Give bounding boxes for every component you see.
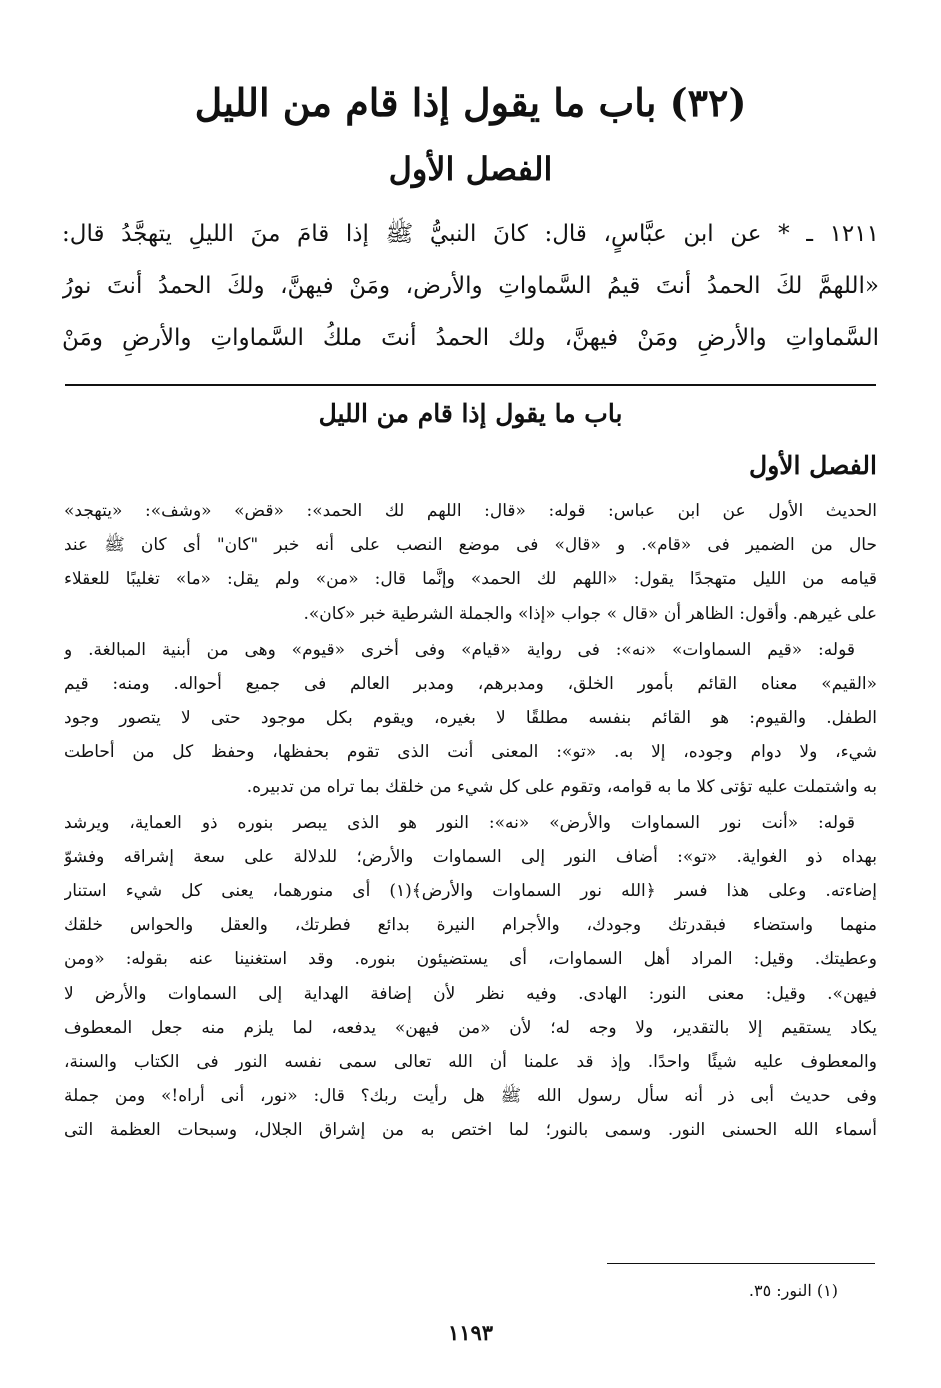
commentary-line: قوله: «قيم السماوات» «نه»: فى رواية «قيام» وفى أخرى «قيوم» وهى من أبنية المبالغة. و	[64, 639, 855, 660]
section-title: الفصل الأول	[388, 150, 553, 188]
commentary-section-title: الفصل الأول	[749, 451, 877, 480]
page-number: ١١٩٣	[447, 1320, 494, 1345]
commentary-paragraph	[64, 494, 877, 631]
footnote: (١) النور: ٣٥.	[748, 1281, 838, 1300]
commentary-line: يكاد يستقيم إلا بالتقدير، ولا وجه له؛ لأن «من فيهن» يدفعه، لما يلزم منه جعل المعطوف	[64, 1017, 877, 1038]
hadith-line: ١٢١١ ـ * عن ابن عبَّاسٍ، قال: كانَ النبيُّ ﷺ إذا قامَ منَ الليلِ يتهجَّدُ قال:	[62, 221, 879, 247]
footnote-divider	[607, 1263, 875, 1264]
commentary-line: «القيم» معناه القائم بأمور الخلق، ومدبرهم، ومدبر العالم فى جميع أحواله. ومنه: قيم	[64, 673, 877, 694]
commentary-line: به واشتملت عليه تؤتى كلا ما به قوامه، وتقوم على كل شيء من خلقك بما تراه من تدبيره.	[246, 776, 877, 797]
chapter-title: (٣٢) باب ما يقول إذا قام من الليل	[194, 80, 747, 125]
commentary-line: والمعطوف عليه شيئًا واحدًا. وإذ قد علمنا أن الله تعالى سمى نفسه النور فى الكتاب والسنة،	[64, 1052, 877, 1072]
commentary-paragraph	[64, 633, 877, 804]
commentary-line: الطفل. والقيوم: هو القائم بنفسه مطلقًا لا بغيره، ويقوم بكل موجود حتى لا يتصور وجود	[64, 708, 877, 729]
commentary-paragraph	[64, 806, 877, 1148]
commentary-line: حال من الضمير فى «قام». و «قال» فى موضع النصب على أنه خبر "كان" أى كان ﷺ عند	[64, 535, 877, 556]
commentary-line: وفى حديث أبى ذر أنه سأل رسول الله ﷺ هل رأيت ربك؟ قال: «نور، أنى أراه!» ومن جملة	[64, 1086, 877, 1107]
commentary-line: أسماء الله الحسنى النور. وسمى بالنور؛ لما اختص به من إشراق الجلال، وسبحات العظمة التى	[64, 1120, 877, 1141]
commentary-line: قوله: «أنت نور السماوات والأرض» «نه»: النور هو الذى يبصر بنوره ذو العماية، ويرشد	[64, 812, 855, 833]
hadith-text	[62, 208, 879, 364]
commentary-line: إضاءته. وعلى هذا فسر ﴿الله نور السماوات والأرض﴾(١) أى منورهما، يعنى كل شيء استنار	[64, 881, 877, 902]
commentary-line: بهداه ذو الغواية. «تو»: أضاف النور إلى السماوات والأرض؛ للدلالة على سعة إشراقه وفشوّ	[64, 846, 877, 867]
section-divider	[65, 384, 876, 386]
commentary-line: على غيرهم. وأقول: الظاهر أن «قال » جواب «إذا» والجملة الشرطية خبر «كان».	[303, 603, 877, 624]
hadith-line: السَّماواتِ والأرضِ ومَنْ فيهنَّ، ولك الحمدُ أنتَ ملكُ السَّماواتِ والأرضِ ومَنْ	[62, 325, 879, 351]
hadith-line: «اللهمَّ لكَ الحمدُ أنتَ قيمُ السَّماواتِ والأرض، ومَنْ فيهنَّ، ولكَ الحمدُ أنتَ نورُ	[62, 273, 879, 299]
commentary-line: قيامه من الليل متهجدًا يقول: «اللهم لك الحمد» وإنَّما قال: «من» ولم يقل: «ما» تغليبًا للعقلاء	[64, 569, 877, 590]
commentary-line: فيهن». وقيل: معنى النور: الهادى. وفيه نظر لأن إضافة الهداية إلى السماوات والأرض لا	[64, 983, 877, 1004]
commentary-line: وعطيتك. وقيل: المراد أهل السماوات، أى يستضيئون بنوره. وقد استغنينا عنه بقوله: «ومن	[64, 949, 877, 970]
commentary-chapter-title: باب ما يقول إذا قام من الليل	[318, 399, 623, 428]
commentary-line: شيء، ولا دوام وجوده، إلا به. «تو»: المعنى أنت الذى تقوم بحفظها، وحفظ كل من أحاطت	[64, 742, 877, 763]
commentary-line: الحديث الأول عن ابن عباس: قوله: «قال: اللهم لك الحمد»: «قض» «وشف»: «يتهجد»	[64, 501, 877, 521]
commentary-body	[64, 494, 877, 1150]
commentary-line: منهما واستضاء فبقدرتك وجودك، والأجرام النيرة بدائع فطرتك، والعقل والحواس خلقك	[64, 915, 877, 936]
